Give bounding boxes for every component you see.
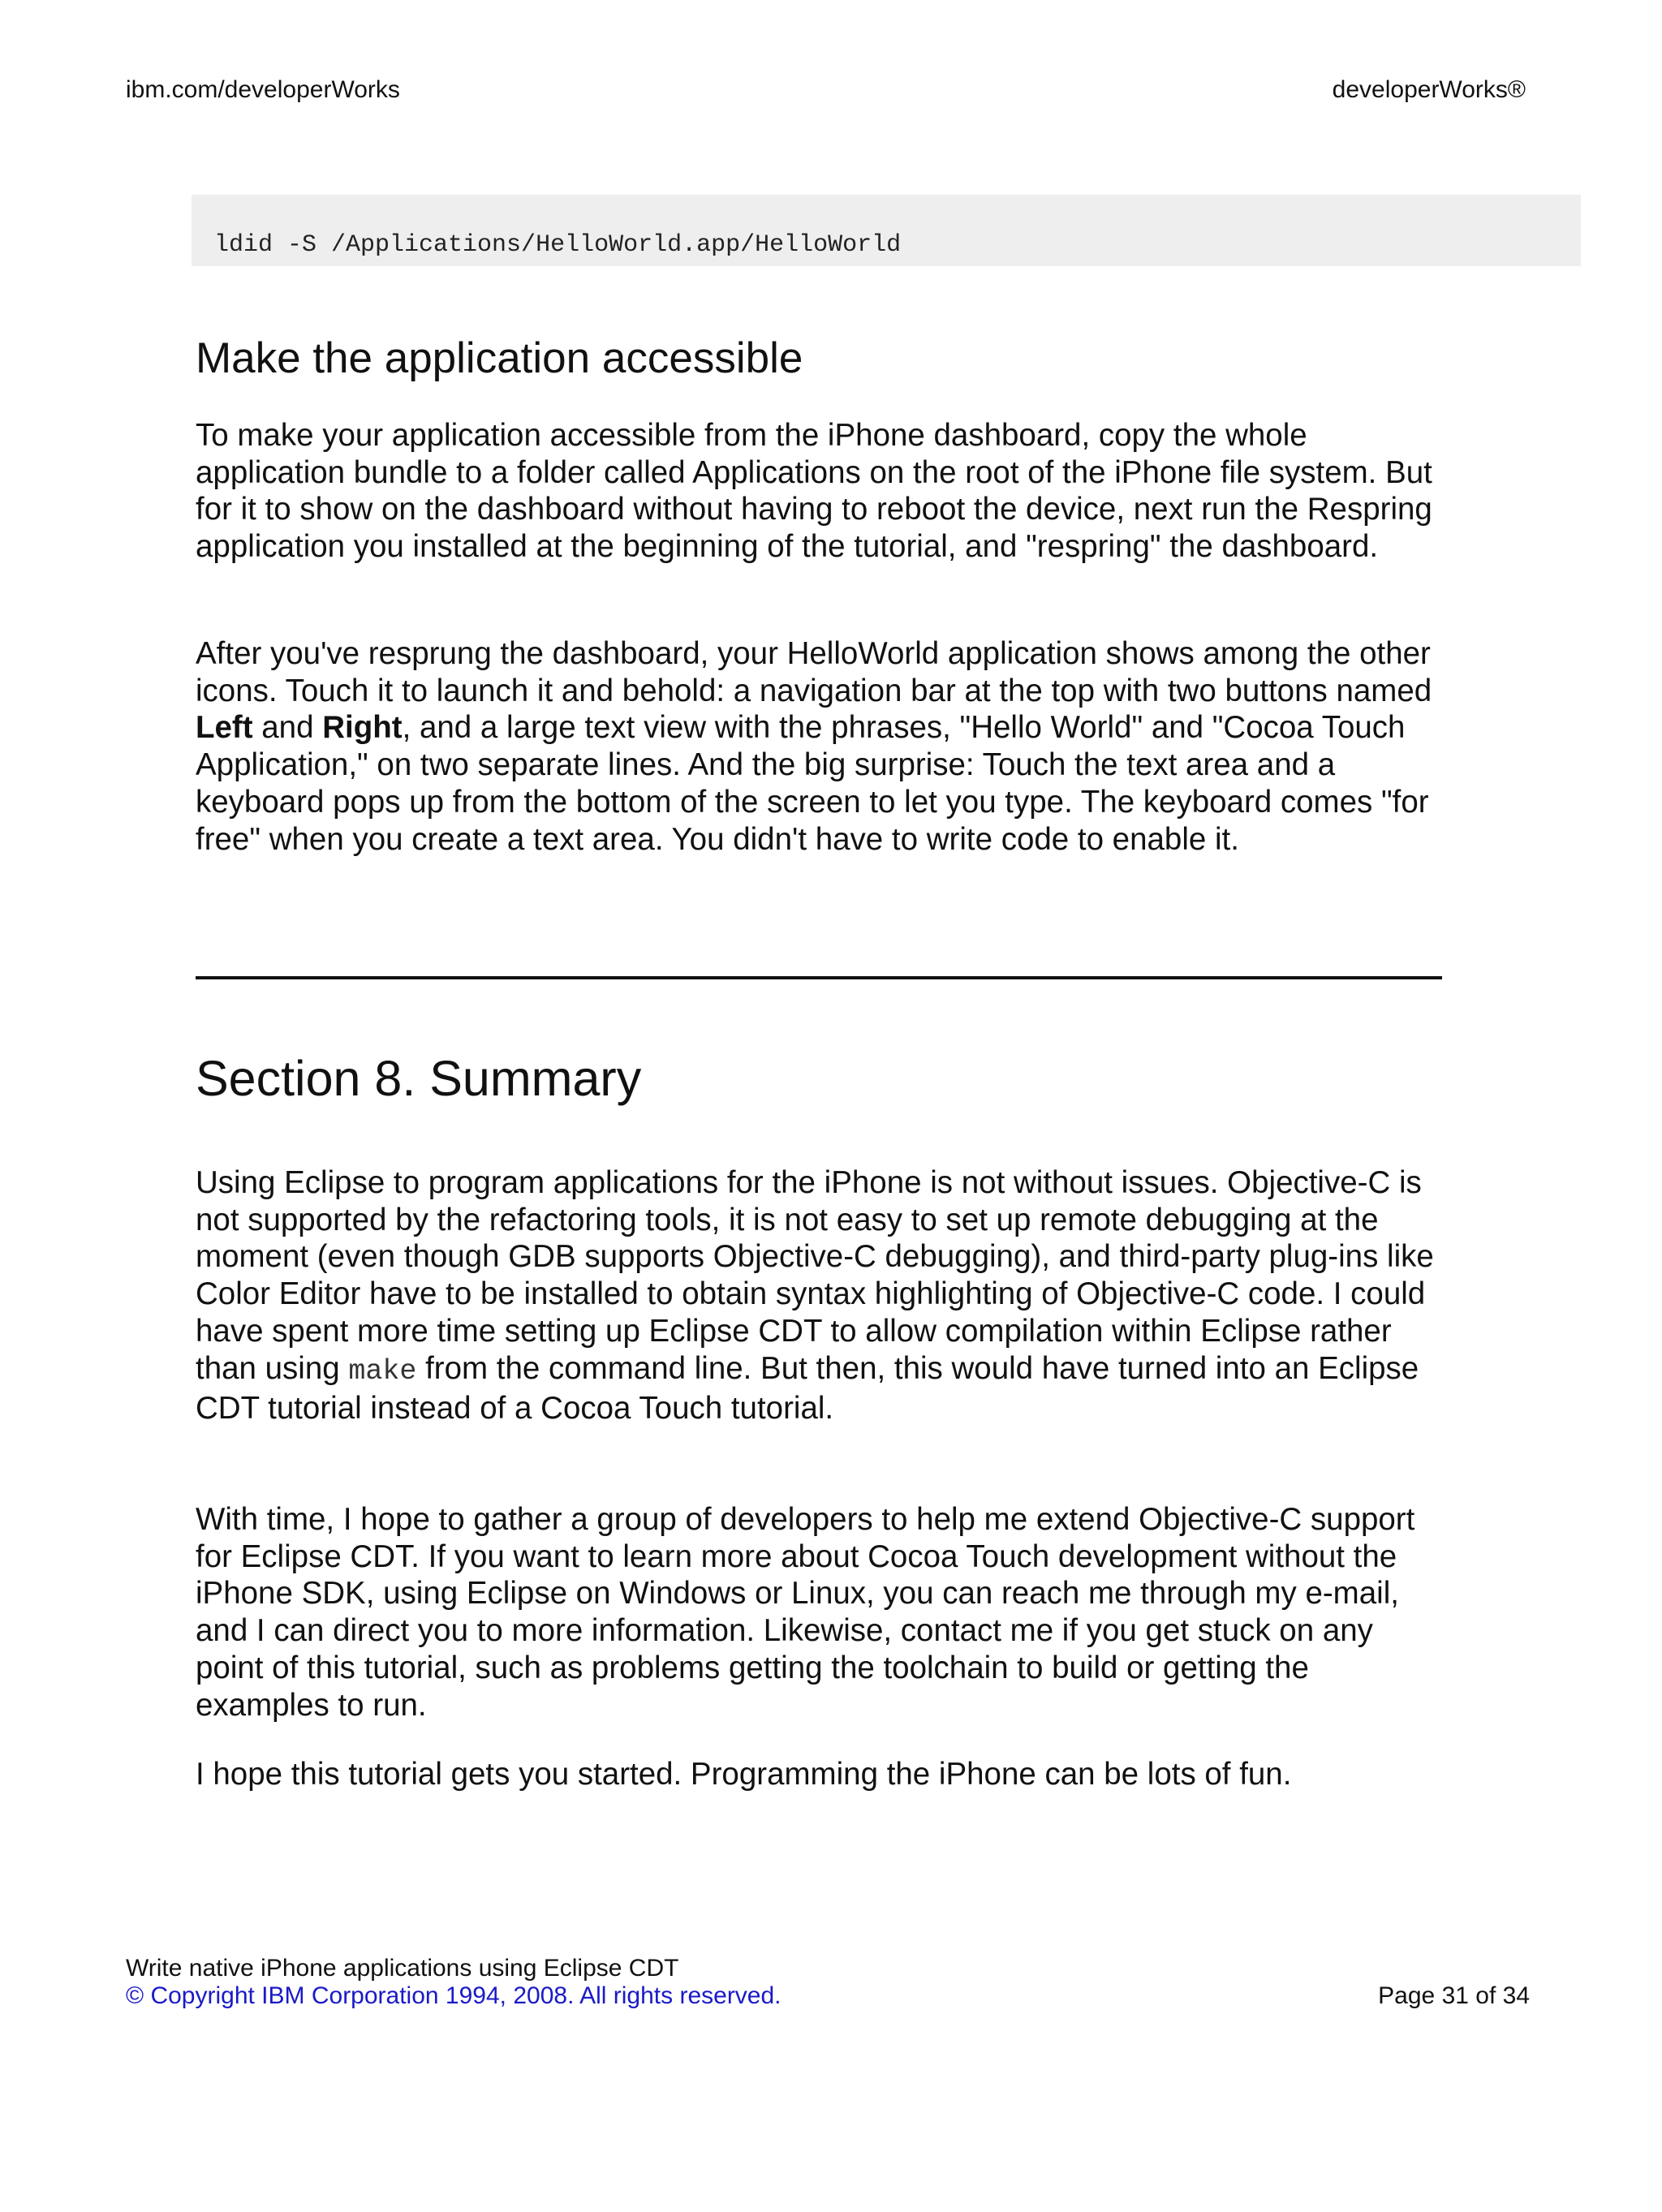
paragraph-accessible-2	[196, 635, 1445, 858]
header-brand: developerWorks®	[1332, 76, 1526, 103]
footer-page-number: Page 31 of 34	[1378, 1982, 1530, 2009]
footer-document-title: Write native iPhone applications using Eclipse CDT	[126, 1955, 679, 1982]
paragraph-text: Using Eclipse to program applications for the iPhone is not without issues. Objective-C is not supported by the refactoring tools, it is not easy to set up remote debugging at the moment (even though GDB supports Objective-C debugging), and third-party plug-ins like Color Editor have to be installed to obtain syntax highlighting of Objective-C code. I could have spent more time setting up Eclipse CDT to allow compilation within Eclipse rather than using	[196, 1165, 1434, 1386]
paragraph-text: , and a large text view with the phrases, "Hello World" and "Cocoa Touch Application," on two separate lines. And the big surprise: Touch the text area and a keyboard pops up from the bottom of the screen to let you type. The keyboard comes "for free" when you create a text area. You didn't have to write code to enable it.	[196, 710, 1429, 857]
paragraph-text: After you've resprung the dashboard, your HelloWorld application shows among the other icons. Touch it to launch it and behold: a navigation bar at the top with two buttons named	[196, 636, 1432, 708]
paragraph-summary-1	[196, 1164, 1445, 1427]
inline-code-make: make	[348, 1354, 417, 1388]
section-divider	[196, 976, 1442, 979]
paragraph-text: from the command line. But then, this would have turned into an Eclipse CDT tutorial instead of a Cocoa Touch tutorial.	[196, 1350, 1419, 1427]
header-site-url: ibm.com/developerWorks	[126, 76, 400, 103]
section-heading-summary: Section 8. Summary	[196, 1051, 642, 1106]
paragraph-text: and	[252, 710, 323, 746]
paragraph-summary-3: I hope this tutorial gets you started. Programming the iPhone can be lots of fun.	[196, 1757, 1292, 1792]
paragraph-summary-2: With time, I hope to gather a group of developers to help me extend Objective-C support for Eclipse CDT. If you want to learn more about Cocoa Touch development without the iPhone SDK, using Eclipse on Windows or Linux, you can reach me through my e-mail, and I can direct you to more information. Likewise, contact me if you get stuck on any point of this tutorial, such as problems getting the toolchain to build or getting the examples to run.	[196, 1502, 1415, 1723]
footer-copyright-link[interactable]: © Copyright IBM Corporation 1994, 2008. All rights reserved.	[126, 1982, 781, 2009]
button-name-left: Left	[196, 710, 253, 746]
section-heading-accessible: Make the application accessible	[196, 334, 803, 382]
paragraph-accessible-1: To make your application accessible from the iPhone dashboard, copy the whole application bundle to a folder called Applications on the root of the iPhone file system. But for it to show on the dashboard without having to reboot the device, next run the Respring application you installed at the beginning of the tutorial, and "respring" the dashboard.	[196, 418, 1432, 565]
button-name-right: Right	[322, 710, 403, 746]
code-block: ldid -S /Applications/HelloWorld.app/HelloWorld	[192, 195, 1581, 266]
